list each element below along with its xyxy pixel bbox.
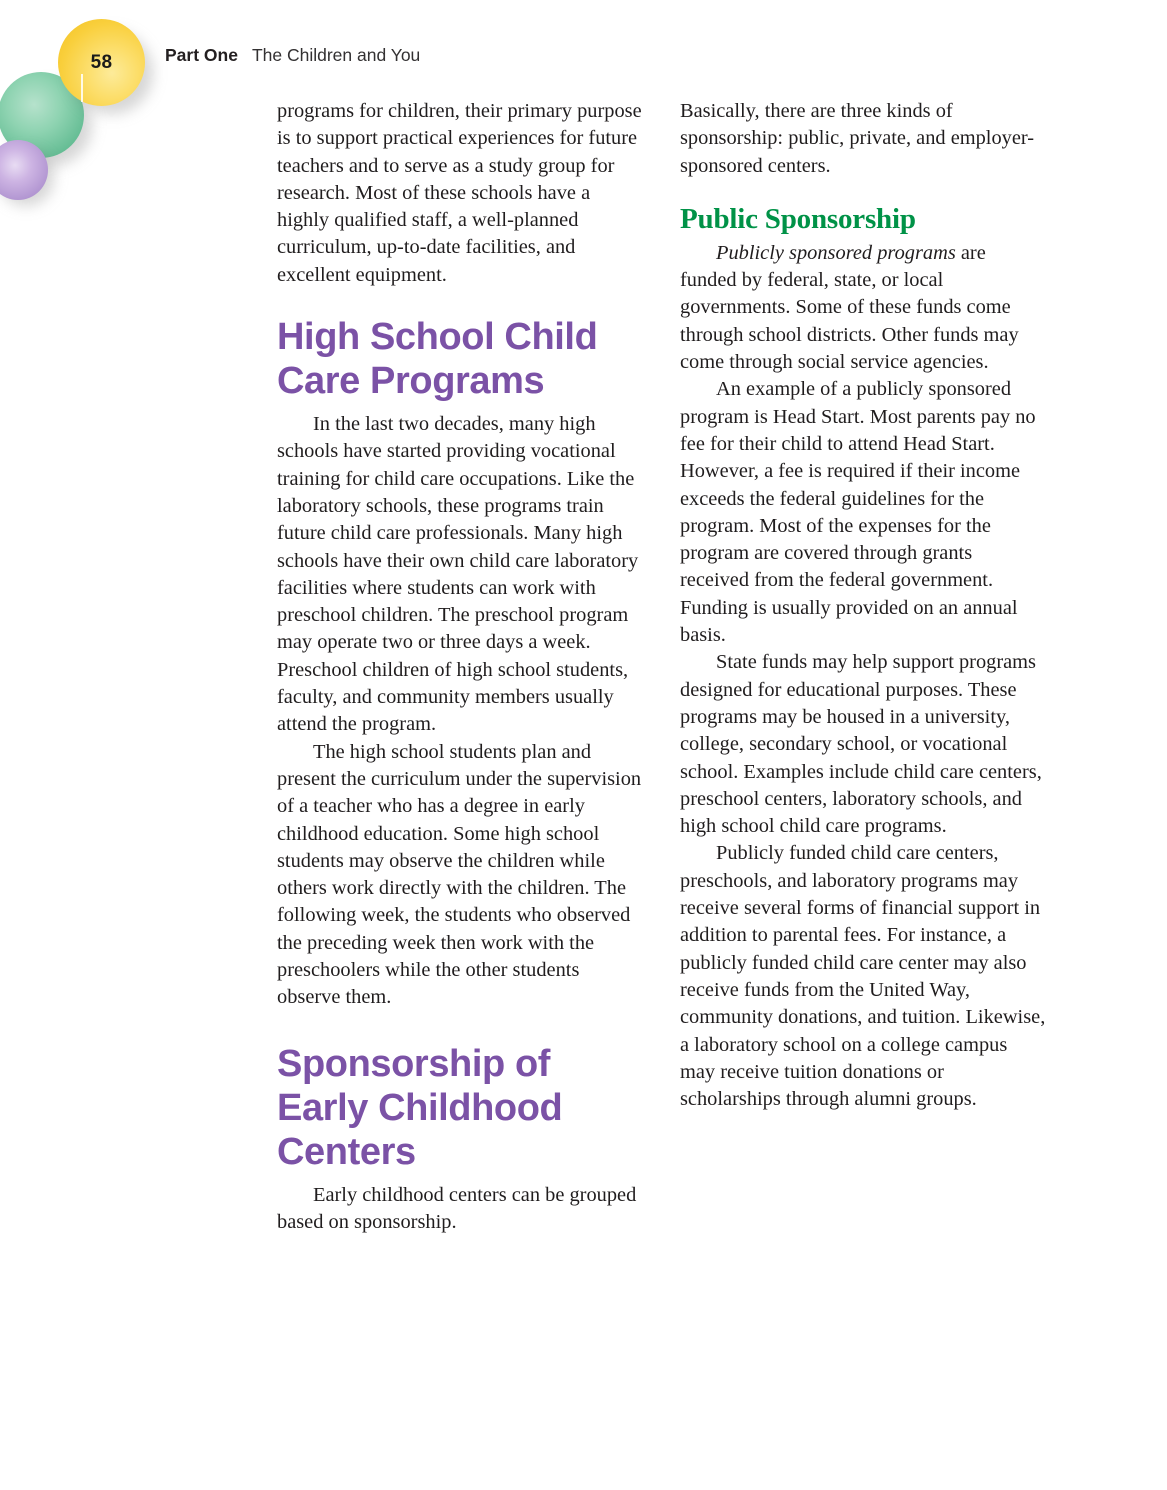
paragraph-right-1-rest: are funded by federal, state, or local governments. Some of these funds come through school districts. Other funds may come through social service agencies. [680,241,1019,374]
paragraph-continued-left: programs for children, their primary purpose is to support practical experiences for future teachers and to serve as a study group for research. Most of these schools have a highly qualified staff, a well-planned curriculum, up-to-date facilities, and excellent equipment. [277,100,642,286]
running-head-subtitle: The Children and You [251,45,421,65]
paragraph-right-4: Publicly funded child care centers, preschools, and laboratory programs may receive several forms of financial support in addition to parental fees. For instance, a publicly funded child care center may also receive funds from the United Way, community donations, and tuition. Likewise, a laboratory school on a college campus may receive tuition donations or scholarships through alumni groups. [680,842,1046,1111]
left-text-column [277,98,643,1236]
heading-sponsorship-of-early-childhood-centers: Sponsorship of Early Childhood Centers [277,1042,563,1173]
right-text-column [680,98,1046,1113]
paragraph-right-2: An example of a publicly sponsored program is Head Start. Most parents pay no fee for their child to attend Head Start. However, a fee is required if their income exceeds the federal guidelines for the program. Most of the expenses for the program are covered through grants received from the federal government. Funding is usually provided on an annual basis. [680,378,1036,647]
running-head-part: Part One [165,45,238,65]
term-publicly-sponsored-programs: Publicly sponsored programs [716,241,956,264]
running-head [165,45,420,66]
paragraph-right-3: State funds may help support programs designed for educational purposes. These programs may be housed in a university, college, secondary school, or vocational school. Examples include child care centers, preschool centers, laboratory schools, and high school child care programs. [680,651,1042,838]
paragraph-continued-right: Basically, there are three kinds of sponsorship: public, private, and employer-sponsored centers. [680,100,1035,177]
heading-public-sponsorship: Public Sponsorship [680,202,916,235]
heading-high-school-child-care-programs: High School Child Care Programs [277,316,598,403]
page-number: 58 [90,51,113,73]
paragraph-left-1: In the last two decades, many high schools have started providing vocational training for child care occupations. Like the laboratory schools, these programs train future child care professionals. Many high schools have their own child care laboratory facilities where students can work with preschool children. The preschool program may operate two or three days a week. Preschool children of high school students, faculty, and community members usually attend the program. [277,413,639,736]
paragraph-right-1 [680,240,1046,376]
paragraph-left-2: The high school students plan and present the curriculum under the supervision of a teacher who has a degree in early childhood education. Some high school students may observe the children while others work directly with the children. The following week, the students who observed the preceding week then work with the preschoolers while the other students observe them. [277,740,642,1009]
paragraph-left-3: Early childhood centers can be grouped based on sponsorship. [277,1183,637,1233]
